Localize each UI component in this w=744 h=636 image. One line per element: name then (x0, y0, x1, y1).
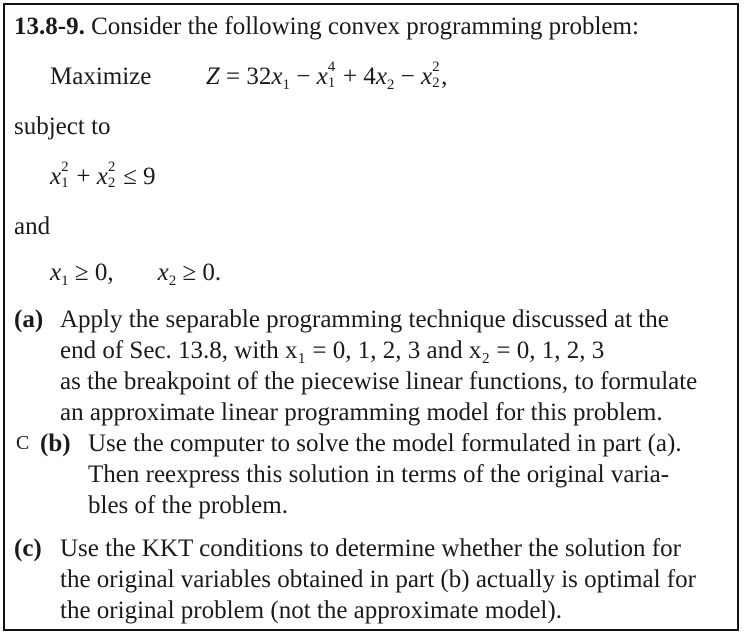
and-label: and (14, 213, 51, 240)
part-b-label: (b) (40, 430, 71, 457)
subject-to-label: subject to (14, 113, 111, 140)
part-b-line-1: Use the computer to solve the model formulated in part (a). (88, 430, 682, 457)
problem-intro: Consider the following convex programming problem: (91, 13, 639, 40)
problem-header (14, 12, 639, 42)
part-a-label: (a) (14, 306, 44, 333)
computer-marker: C (16, 432, 30, 454)
part-c-line-1: Use the KKT conditions to determine whether the solution for (60, 535, 681, 562)
part-a-line-2: end of Sec. 13.8, with x₁ = 0, 1, 2, 3 and x₂ = 0, 1, 2, 3 (60, 337, 605, 364)
part-a-line-4: an approximate linear programming model for this problem. (60, 399, 663, 426)
objective-label: Maximize (50, 63, 152, 90)
constraint-line: x 2 1 + x 2 2 ≤ 9 (50, 159, 156, 191)
problem-number: 13.8-9. (14, 13, 85, 40)
part-c-text (60, 533, 730, 626)
part-b-text (88, 428, 730, 521)
part-c-line-3: the original problem (not the approximate model). (60, 597, 562, 624)
part-c-label: (c) (14, 535, 42, 562)
nonnegativity-line: $x_1 \ge 0$, $x_2 \ge 0$. (50, 259, 222, 289)
part-a-line-1: Apply the separable programming technique discussed at the (60, 306, 669, 333)
objective-function: $Z = 32x_1 - x$ 4 1 + $4x_2 - x$ 2 2 , (205, 59, 448, 93)
part-a-line-3: as the breakpoint of the piecewise linear functions, to formulate (60, 368, 698, 395)
part-a-text (60, 304, 730, 428)
part-b-line-3: bles of the problem. (88, 492, 288, 519)
part-c-line-2: the original variables obtained in part (b) actually is optimal for (60, 566, 696, 593)
objective-line (50, 59, 448, 93)
part-b-line-2: Then reexpress this solution in terms of the original varia- (88, 461, 670, 488)
